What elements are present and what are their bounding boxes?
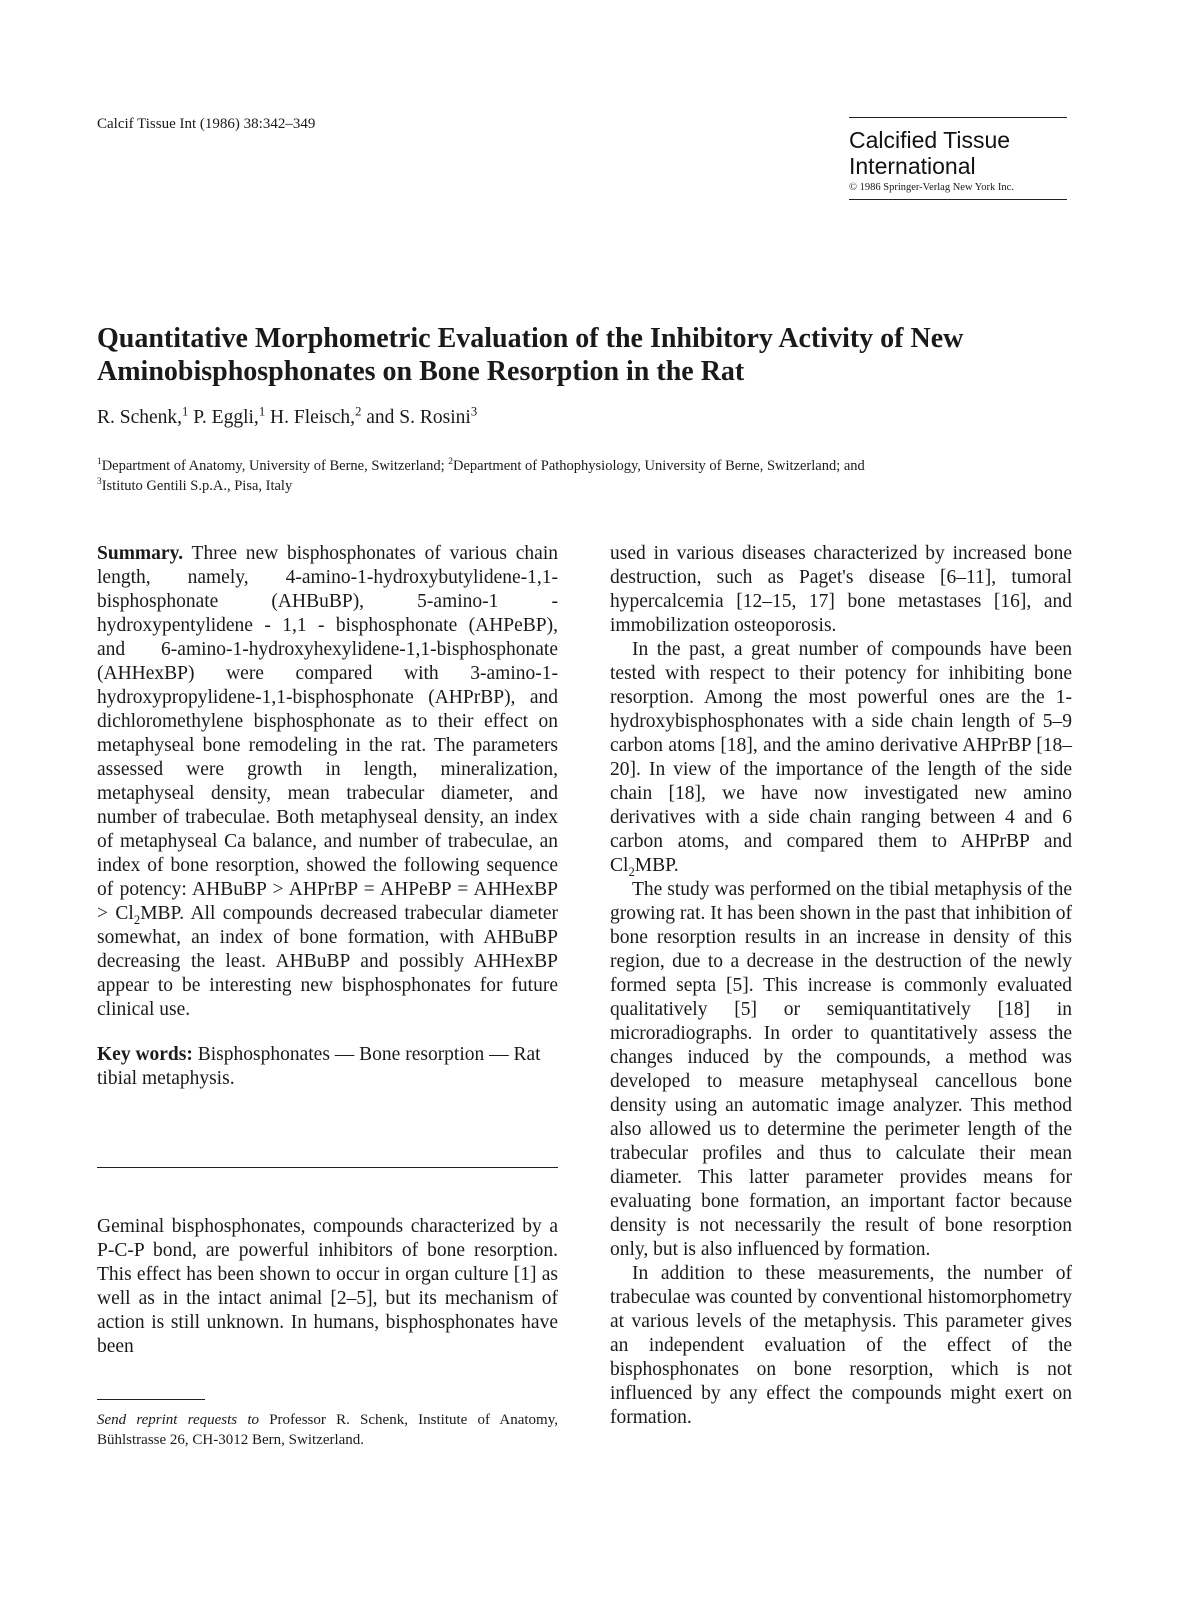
journal-name-line2: International <box>849 153 976 179</box>
title-line-1: Quantitative Morphometric Evaluation of the Inhibitory Activity of New <box>97 323 964 354</box>
affiliations <box>97 456 1097 496</box>
summary-heading: Summary. <box>97 543 184 564</box>
affiliation-text: Department of Pathophysiology, University of Berne, Switzerland; and <box>452 458 865 474</box>
body-paragraph: The study was performed on the tibial metaphysis of the growing rat. It has been shown in the past that inhibition of bone resorption results in an increase in density of this region, due to a decrease in the destruction of the newly formed septa [5]. This increase is commonly evaluated qualitatively [5] or semiquantitatively [18] in microradiographs. In order to quantitatively assess the changes induced by the compounds, a method was developed to measure metaphyseal cancellous bone density using an automatic image analyzer. This method also allowed us to determine the perimeter length of the trabecular profiles and thus to calculate their mean diameter. This latter parameter provides means for evaluating bone formation, an important factor because density is not necessarily the result of bone resorption only, but is also influenced by formation. <box>610 879 1072 1260</box>
reprint-footnote <box>97 1410 558 1450</box>
affil-marker: 3 <box>97 477 102 488</box>
body-paragraph <box>610 638 1072 878</box>
summary-text: Three new bisphosphonates of various chain length, namely, 4-amino-1-hydroxybutylidene-1,1-bisphosphonate (AHBuBP), 5-amino-1 - hydroxypentylidene - 1,1 - bisphosphonate (AHPeBP), and 6-amino-1-hydroxyhexylidene-1,1-bisphosphonate (AHHexBP) were compared with 3-amino-1-hydroxypropylidene-1,1-bisphosphonate (AHPrBP), and dichloromethylene bisphosphonate as to their effect on metaphyseal bone remodeling in the rat. The parameters assessed were growth in length, mineralization, metaphyseal density, mean trabecular diameter, and number of trabeculae. Both metaphyseal density, an index of metaphyseal Ca balance, and number of trabeculae, an index of bone resorption, showed the following sequence of potency: AHBuBP > AHPrBP = AHPeBP = AHHexBP > Cl <box>97 543 558 924</box>
affil-marker: 2 <box>448 457 453 468</box>
copyright-notice: © 1986 Springer-Verlag New York Inc. <box>849 182 1014 193</box>
left-column <box>97 542 558 1091</box>
author-name: P. Eggli, <box>193 407 259 428</box>
journal-masthead <box>849 117 1067 200</box>
keywords-paragraph <box>97 1043 558 1091</box>
author-list <box>97 404 478 429</box>
summary-paragraph <box>97 542 558 1022</box>
affiliation-text: Istituto Gentili S.p.A., Pisa, Italy <box>101 478 293 494</box>
author-affil-marker: 1 <box>258 404 266 419</box>
author-affil-marker: 1 <box>182 404 189 419</box>
section-divider <box>97 1167 558 1168</box>
introduction-start <box>97 1215 558 1359</box>
affil-marker: 1 <box>97 457 102 468</box>
body-text-cont: MBP. <box>634 855 679 876</box>
reprint-label: Send reprint requests to <box>97 1412 259 1428</box>
authors-conjunction: and <box>366 407 395 428</box>
footnote-divider <box>97 1399 205 1400</box>
keywords-heading: Key words: <box>97 1044 193 1065</box>
author-affil-marker: 3 <box>470 404 478 419</box>
subscript: 2 <box>628 864 635 879</box>
subscript: 2 <box>133 912 141 927</box>
body-paragraph: In addition to these measurements, the number of trabeculae was counted by conventional histomorphometry at various levels of the metaphysis. This parameter gives an independent evaluation of the effect of the bisphosphonates on bone resorption, which is not influenced by any effect the compounds might exert on formation. <box>610 1263 1072 1428</box>
reprint-address: Professor R. Schenk, Institute of Anatomy, Bühlstrasse 26, CH-3012 Bern, Switzerland. <box>97 1412 558 1448</box>
body-text: In the past, a great number of compounds have been tested with respect to their potency for inhibiting bone resorption. Among the most powerful ones are the 1-hydroxybisphosphonates with a side chain length of 5–9 carbon atoms [18], and the amino derivative AHPrBP [18–20]. In view of the importance of the length of the side chain [18], we have now investigated new amino derivatives with a side chain ranging between 4 and 6 carbon atoms, and compared them to AHPrBP and Cl <box>610 639 1072 876</box>
body-paragraph: used in various diseases characterized by increased bone destruction, such as Paget's disease [6–11], tumoral hypercalcemia [12–15, 17] bone metastases [16], and immobilization osteoporosis. <box>610 543 1072 636</box>
author-name: R. Schenk, <box>97 407 183 428</box>
affiliation-text: Department of Anatomy, University of Berne, Switzerland; <box>101 458 449 474</box>
intro-paragraph: Geminal bisphosphonates, compounds characterized by a P-C-P bond, are powerful inhibitors of bone resorption. This effect has been shown to occur in organ culture [1] as well as in the intact animal [2–5], but its mechanism of action is still unknown. In humans, bisphosphonates have been <box>97 1216 558 1357</box>
journal-name-line1: Calcified Tissue <box>849 127 1011 153</box>
keywords-text: Bisphosphonates — Bone resorption — Rat tibial metaphysis. <box>97 1044 541 1089</box>
author-affil-marker: 2 <box>355 404 362 419</box>
author-name: H. Fleisch, <box>270 407 356 428</box>
author-name: S. Rosini <box>399 407 471 428</box>
right-column <box>610 542 1072 1430</box>
article-title <box>97 322 1097 388</box>
title-line-2: Aminobisphosphonates on Bone Resorption in the Rat <box>97 356 745 387</box>
summary-text-cont: MBP. All compounds decreased trabecular diameter somewhat, an index of bone formation, with AHBuBP decreasing the least. AHBuBP and possibly AHHexBP appear to be interesting new bisphosphonates for future clinical use. <box>97 903 559 1020</box>
journal-citation: Calcif Tissue Int (1986) 38:342–349 <box>97 116 316 132</box>
